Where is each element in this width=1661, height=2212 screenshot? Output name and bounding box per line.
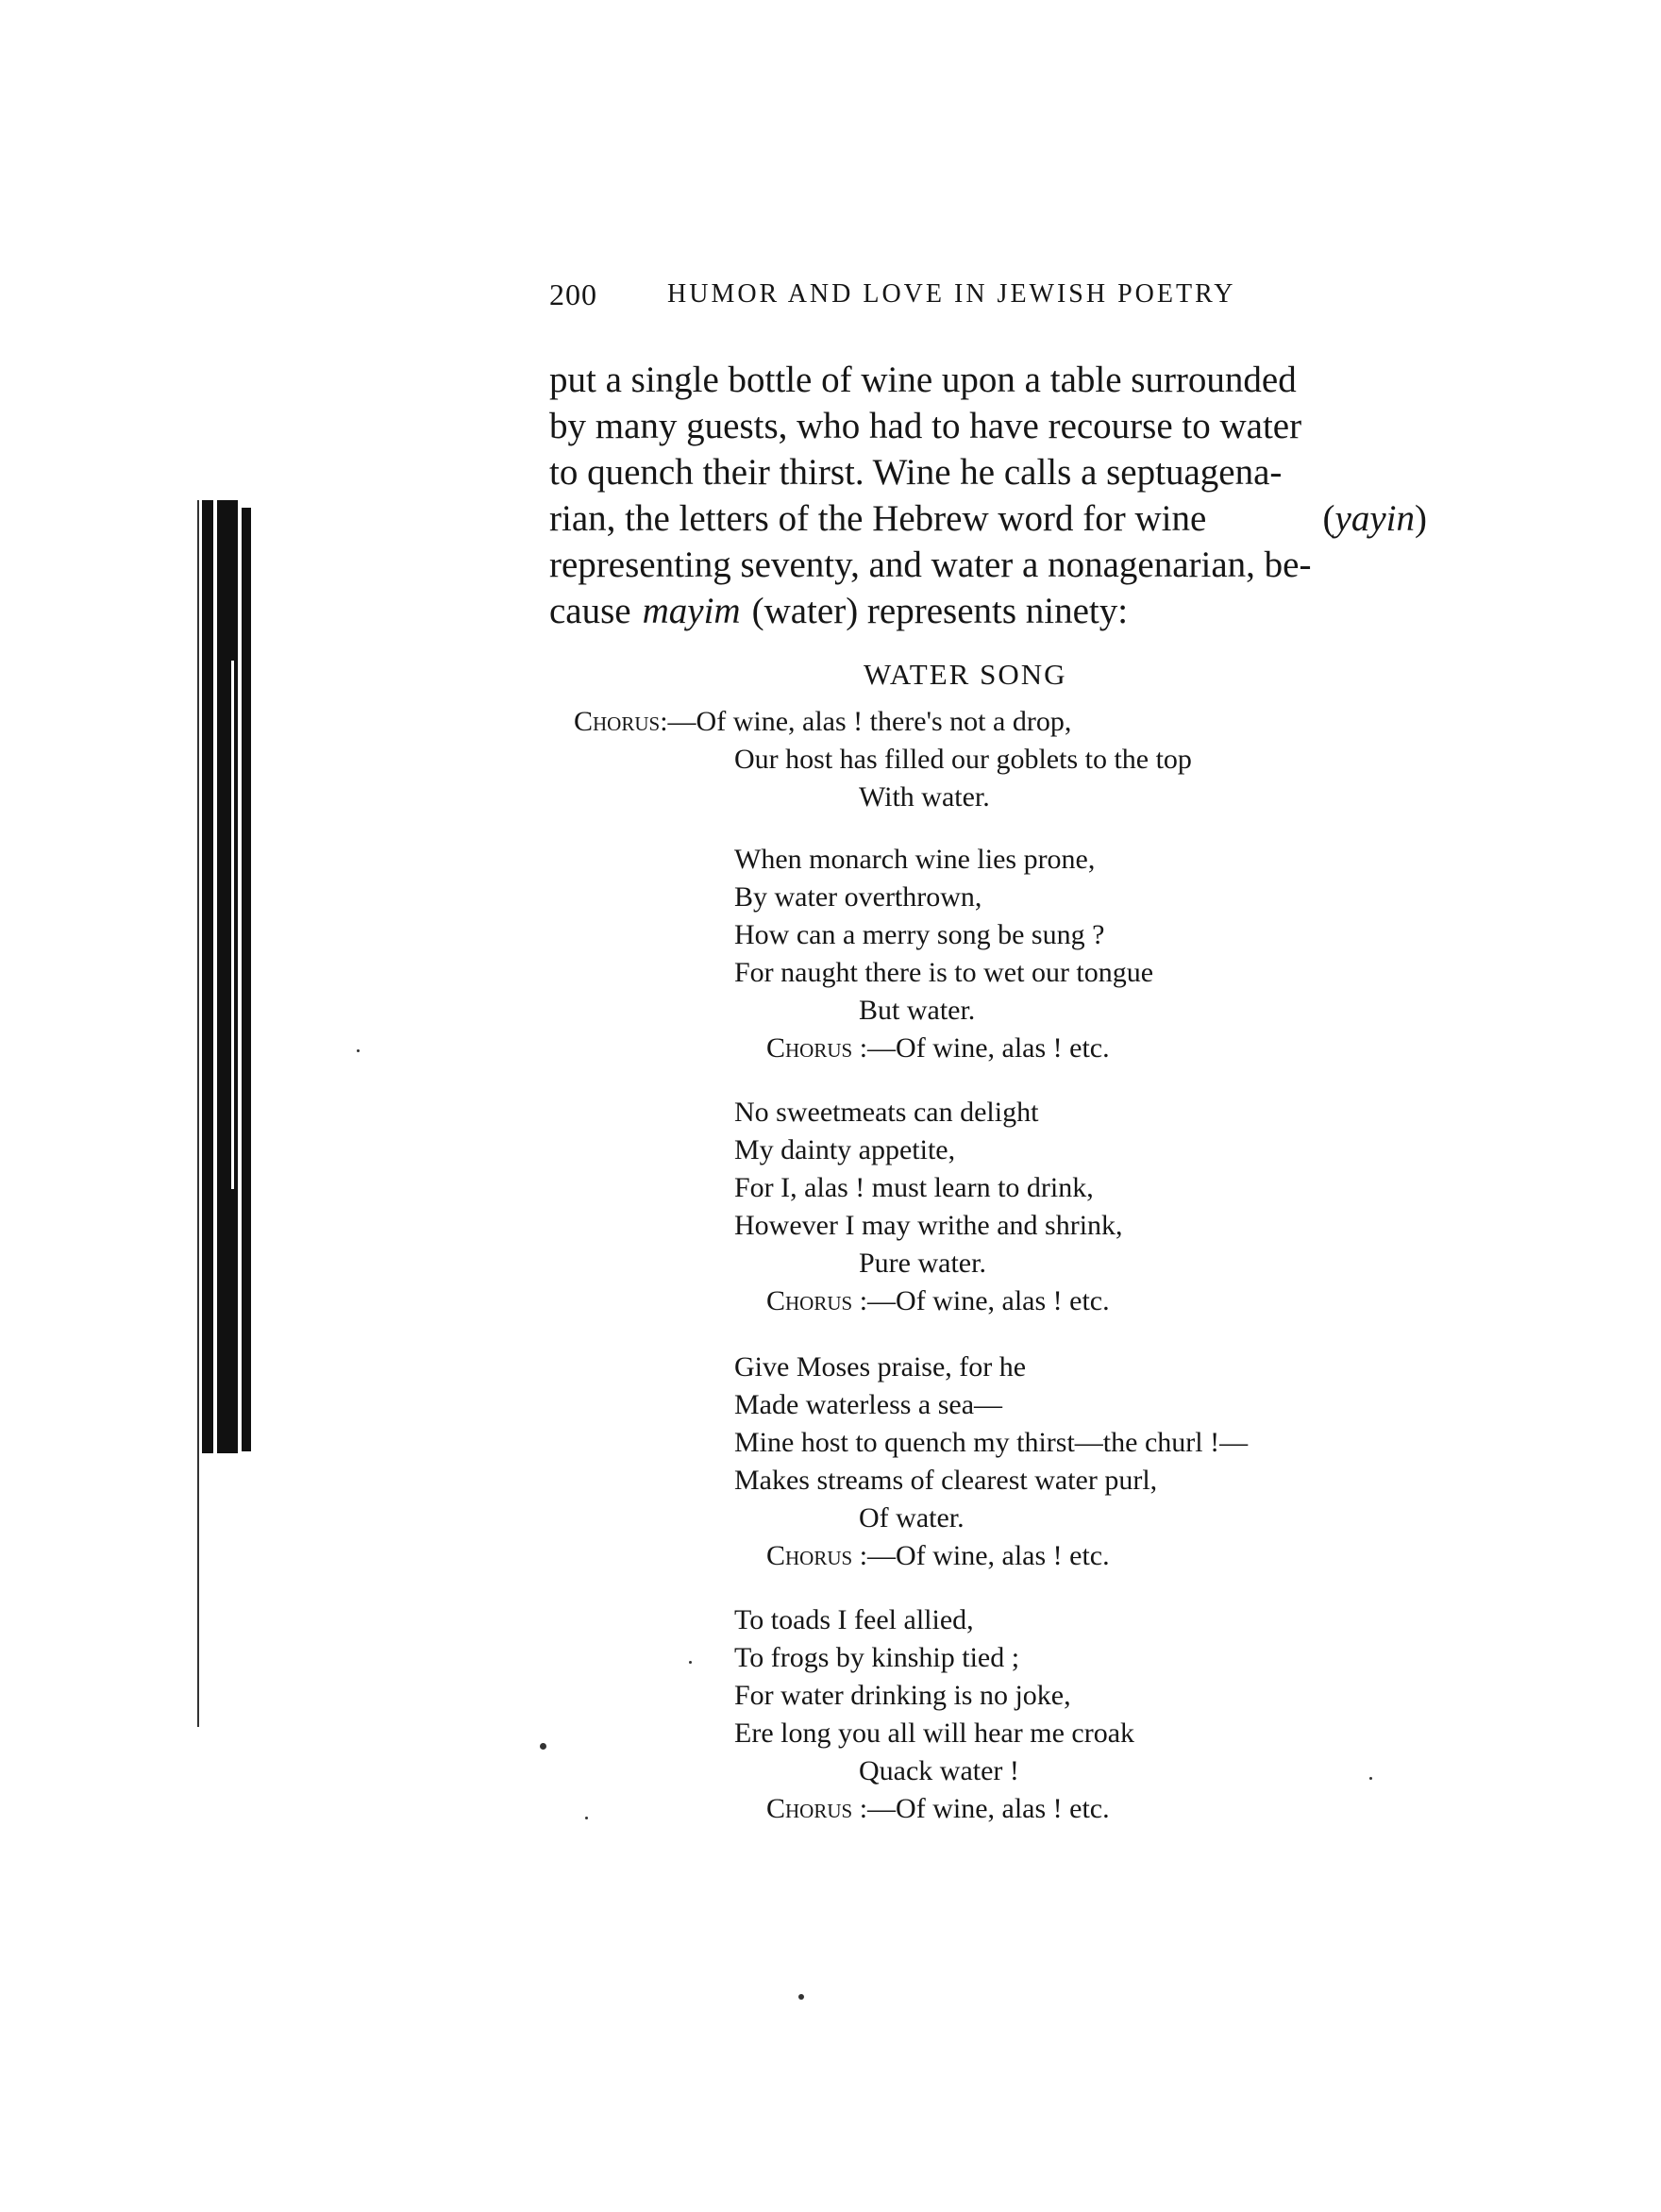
poem-line: My dainty appetite, — [734, 1134, 956, 1165]
chorus-line: Chorus :—Of wine, alas ! etc. — [766, 1540, 1110, 1571]
prose-line: cause mayim (water) represents ninety: — [549, 588, 1427, 634]
poem-line: For water drinking is no joke, — [734, 1680, 1071, 1711]
page-number: 200 — [549, 277, 597, 311]
scan-edge-gap — [231, 661, 234, 1189]
prose-line: rian, the letters of the Hebrew word for wine (yayin) — [549, 498, 1427, 539]
prose-line: to quench their thirst. Wine he calls a septuagena- — [549, 452, 1283, 493]
poem-line: How can a merry song be sung ? — [734, 919, 1105, 950]
chorus-opening-line: Chorus:—Of wine, alas ! there's not a drop, — [574, 706, 1072, 737]
poem-line: By water overthrown, — [734, 881, 982, 913]
speck — [689, 1661, 692, 1664]
poem-line: For naught there is to wet our tongue — [734, 957, 1154, 988]
poem-refrain: But water. — [859, 995, 976, 1026]
poem-line: Makes streams of clearest water purl, — [734, 1465, 1158, 1496]
scan-edge-bar — [217, 500, 238, 1453]
scan-edge-bar — [242, 508, 251, 1451]
scan-edge-line — [197, 500, 199, 1727]
poem-refrain: Pure water. — [859, 1248, 986, 1279]
speck — [585, 1817, 588, 1819]
poem-line: Ere long you all will hear me croak — [734, 1718, 1135, 1749]
poem-refrain: Of water. — [859, 1502, 965, 1533]
poem-line: To frogs by kinship tied ; — [734, 1642, 1020, 1673]
running-title: HUMOR AND LOVE IN JEWISH POETRY — [667, 279, 1236, 309]
poem-line: No sweetmeats can delight — [734, 1097, 1039, 1128]
italic-word-yayin: yayin — [1334, 498, 1415, 539]
prose-line: put a single bottle of wine upon a table surrounded — [549, 360, 1297, 400]
poem-line: Our host has filled our goblets to the top — [734, 744, 1192, 775]
poem-line: For I, alas ! must learn to drink, — [734, 1172, 1094, 1203]
poem-line: However I may writhe and shrink, — [734, 1210, 1123, 1241]
italic-word-mayim: mayim — [642, 591, 741, 631]
poem-title: WATER SONG — [864, 658, 1067, 691]
chorus-line: Chorus :—Of wine, alas ! etc. — [766, 1793, 1110, 1824]
speck — [357, 1049, 360, 1052]
running-head — [549, 277, 1314, 315]
speck — [540, 1743, 546, 1750]
speck — [1369, 1777, 1372, 1780]
chorus-line: Chorus :—Of wine, alas ! etc. — [766, 1285, 1110, 1316]
prose-paragraph — [549, 357, 1427, 634]
chorus-line: Chorus :—Of wine, alas ! etc. — [766, 1032, 1110, 1064]
poem-line: Give Moses praise, for he — [734, 1351, 1027, 1382]
speck — [798, 1994, 804, 2000]
poem-line: To toads I feel allied, — [734, 1604, 974, 1635]
poem-refrain: With water. — [859, 781, 990, 813]
poem-line: When monarch wine lies prone, — [734, 844, 1096, 875]
prose-line: representing seventy, and water a nonagenarian, be- — [549, 545, 1312, 585]
poem-line: Mine host to quench my thirst—the churl !— — [734, 1427, 1249, 1458]
poem-refrain: Quack water ! — [859, 1755, 1019, 1786]
scan-edge-bar — [202, 500, 213, 1453]
poem-line: Made waterless a sea— — [734, 1389, 1003, 1420]
prose-line: by many guests, who had to have recourse to water — [549, 406, 1302, 446]
